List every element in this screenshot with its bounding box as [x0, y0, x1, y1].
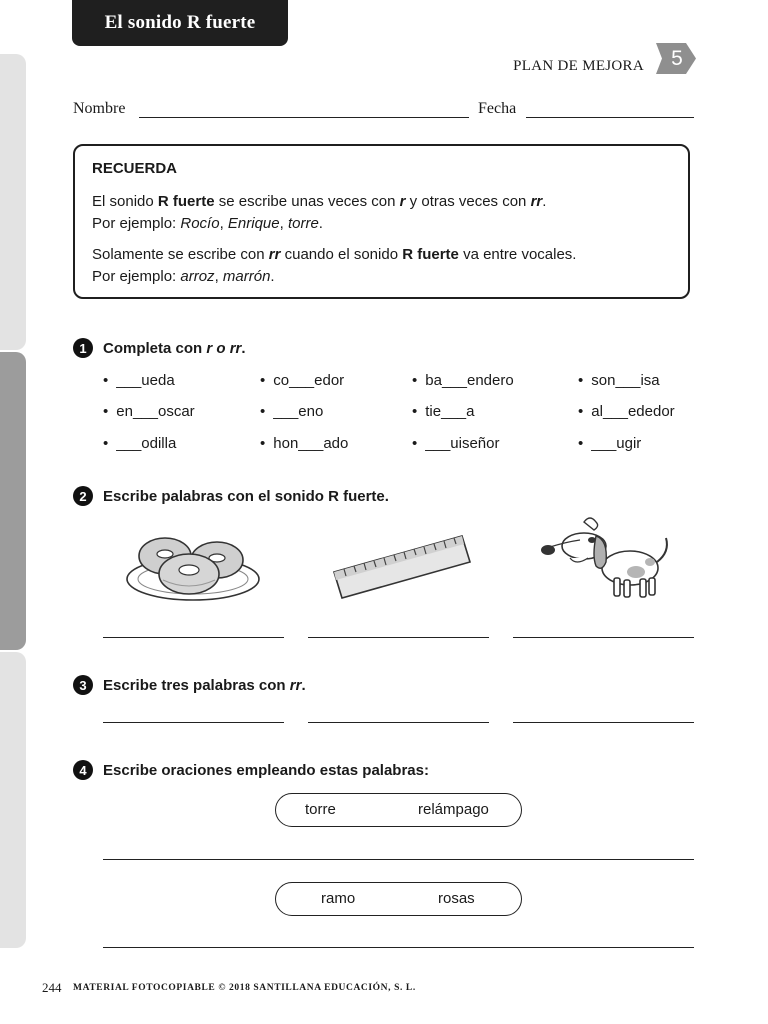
word-pill [275, 882, 522, 916]
exercise-4-number: 4 [73, 760, 93, 780]
side-tab-top [0, 54, 26, 350]
page-number: 244 [42, 980, 62, 995]
word-item[interactable]: • ___odilla [103, 435, 177, 452]
footer-copyright: MATERIAL FOTOCOPIABLE © 2018 SANTILLANA EDUCACIÓN, S. L. [73, 983, 416, 993]
side-tab-middle [0, 352, 26, 650]
dog-image [540, 512, 676, 602]
word-item[interactable]: • ___eno [260, 403, 324, 420]
pill-word: torre [305, 801, 336, 818]
name-field[interactable] [139, 117, 469, 118]
word-item[interactable]: • hon___ado [260, 435, 349, 452]
answer-line[interactable] [103, 722, 284, 723]
exercise-3-title: Escribe tres palabras con rr. [103, 677, 306, 694]
word-item[interactable]: • tie___a [412, 403, 475, 420]
plan-number: 5 [671, 46, 683, 70]
word-item[interactable]: • ba___endero [412, 372, 514, 389]
date-label: Fecha [478, 100, 517, 117]
side-tab-bottom [0, 652, 26, 948]
answer-line[interactable] [513, 722, 694, 723]
word-item[interactable]: • ___ueda [103, 372, 175, 389]
word-item[interactable]: • ___uiseñor [412, 435, 500, 452]
exercise-1-title: Completa con r o rr. [103, 340, 246, 357]
recuerda-line-4: Por ejemplo: arroz, marrón. [92, 268, 275, 285]
exercise-2-title: Escribe palabras con el sonido R fuerte. [103, 488, 389, 505]
exercise-2-number: 2 [73, 486, 93, 506]
exercise-1-number: 1 [73, 338, 93, 358]
pill-word: rosas [438, 890, 475, 907]
word-item[interactable]: • co___edor [260, 372, 345, 389]
exercise-3-number: 3 [73, 675, 93, 695]
recuerda-line-2: Por ejemplo: Rocío, Enrique, torre. [92, 215, 323, 232]
pill-word: relámpago [418, 801, 489, 818]
sentence-line[interactable] [103, 859, 694, 860]
date-field[interactable] [526, 117, 694, 118]
word-item[interactable]: • son___isa [578, 372, 660, 389]
recuerda-line-1: El sonido R fuerte se escribe unas veces con r y otras veces con rr. [92, 193, 547, 210]
exercise-4-title: Escribe oraciones empleando estas palabras: [103, 762, 429, 779]
page-title: El sonido R fuerte [72, 0, 288, 46]
sentence-line[interactable] [103, 947, 694, 948]
word-item[interactable]: • ___ugir [578, 435, 642, 452]
word-item[interactable]: • al___ededor [578, 403, 675, 420]
answer-line[interactable] [513, 637, 694, 638]
recuerda-line-3: Solamente se escribe con rr cuando el sonido R fuerte va entre vocales. [92, 246, 577, 263]
answer-line[interactable] [103, 637, 284, 638]
answer-line[interactable] [308, 637, 489, 638]
pill-word: ramo [321, 890, 356, 907]
answer-line[interactable] [308, 722, 489, 723]
donuts-image [123, 532, 263, 604]
plan-label: PLAN DE MEJORA [513, 58, 644, 74]
recuerda-title: RECUERDA [92, 160, 178, 177]
ruler-image [330, 532, 472, 604]
word-item[interactable]: • en___oscar [103, 403, 195, 420]
name-label: Nombre [73, 100, 126, 117]
